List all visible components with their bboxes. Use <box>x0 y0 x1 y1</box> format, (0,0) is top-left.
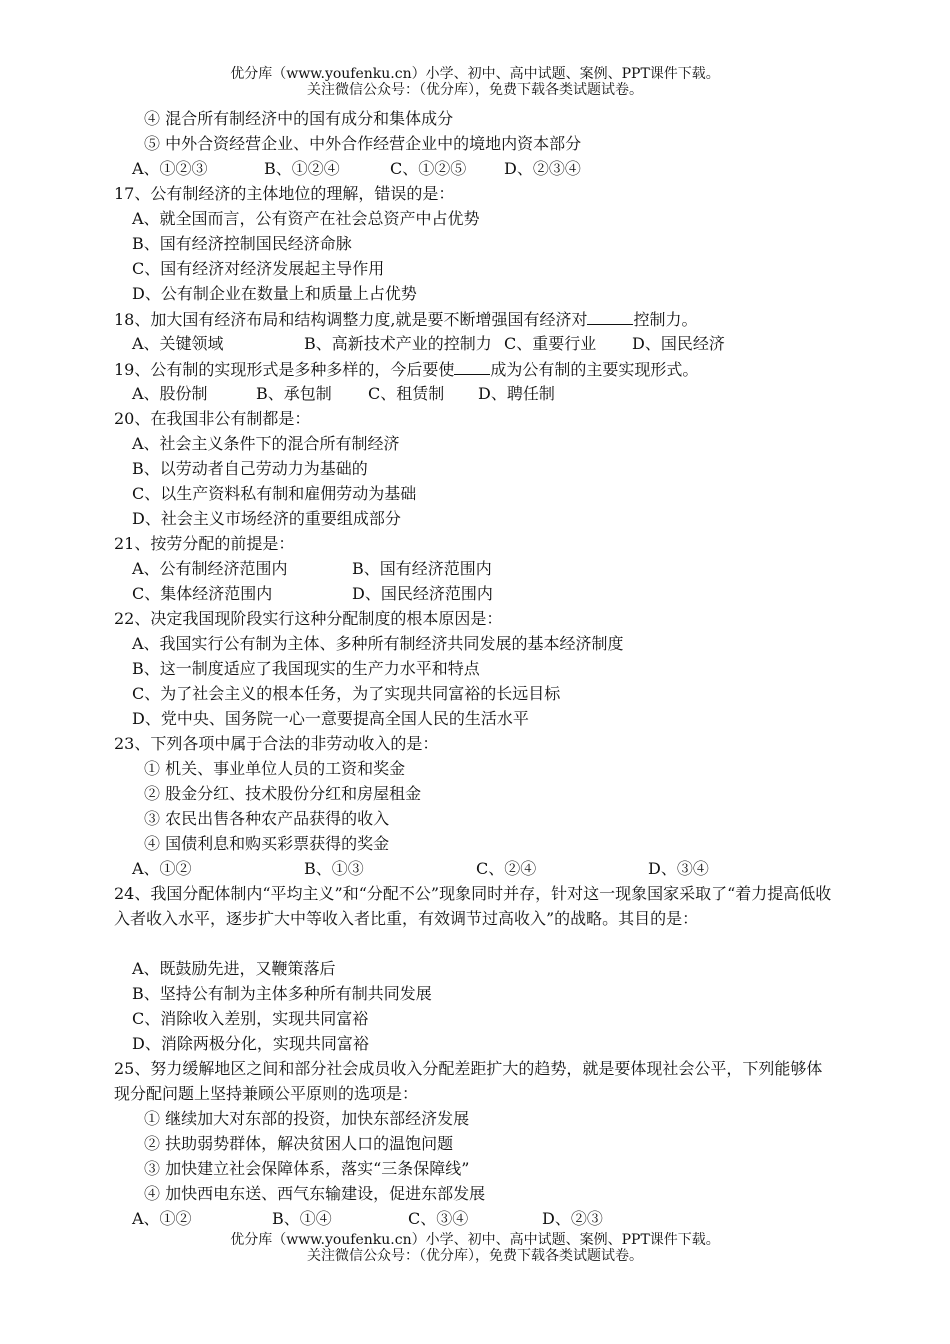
q20-stem: 20、在我国非公有制都是： <box>114 409 311 428</box>
q19-option-b: B、承包制 <box>256 384 332 403</box>
q18-options <box>114 331 834 356</box>
q18-stem <box>114 306 834 331</box>
q18-stem-after: 控制力。 <box>633 310 698 329</box>
q21-option-b: B、国有经济范围内 <box>352 559 492 578</box>
q25-option-a: A、①② <box>132 1209 192 1228</box>
q25-item-4: ④ 加快西电东送、西气东输建设，促进东部发展 <box>144 1184 486 1203</box>
q18-option-c: C、重要行业 <box>504 334 597 353</box>
q19-option-a: A、股份制 <box>132 384 208 403</box>
q19-option-d: D、聘任制 <box>478 384 555 403</box>
q17-option-d: D、公有制企业在数量上和质量上占优势 <box>132 284 417 303</box>
q25-item-1: ① 继续加大对东部的投资，加快东部经济发展 <box>144 1109 470 1128</box>
q19-answer-blank <box>454 356 490 375</box>
q21-stem: 21、按劳分配的前提是： <box>114 534 295 553</box>
page-footer <box>0 1232 950 1264</box>
q21-options-row-2 <box>114 581 834 606</box>
footer-line-2: 关注微信公众号：（优分库），免费下载各类试题试卷。 <box>307 1248 643 1264</box>
q22-option-a: A、我国实行公有制为主体、多种所有制经济共同发展的基本经济制度 <box>132 634 624 653</box>
q23-item-4: ④ 国债利息和购买彩票获得的奖金 <box>144 834 390 853</box>
q23-option-a: A、①② <box>132 859 192 878</box>
q23-item-1: ① 机关、事业单位人员的工资和奖金 <box>144 759 406 778</box>
q16-option-b: B、①②④ <box>264 159 340 178</box>
q25-options <box>114 1206 834 1231</box>
q19-stem <box>114 356 834 381</box>
q17-stem: 17、公有制经济的主体地位的理解，错误的是： <box>114 184 455 203</box>
q23-options <box>114 856 834 881</box>
q23-option-b: B、①③ <box>304 859 364 878</box>
q16-options <box>114 156 834 181</box>
q25-option-d: D、②③ <box>542 1209 603 1228</box>
q18-option-d: D、国民经济 <box>632 334 725 353</box>
q24-option-d: D、消除两极分化，实现共同富裕 <box>132 1034 369 1053</box>
q19-stem-after: 成为公有制的主要实现形式。 <box>490 360 699 379</box>
q20-option-d: D、社会主义市场经济的重要组成部分 <box>132 509 401 528</box>
q23-option-c: C、②④ <box>476 859 537 878</box>
q25-item-3: ③ 加快建立社会保障体系，落实“三条保障线” <box>144 1159 470 1178</box>
q22-option-d: D、党中央、国务院一心一意要提高全国人民的生活水平 <box>132 709 529 728</box>
q20-option-a: A、社会主义条件下的混合所有制经济 <box>132 434 400 453</box>
q19-stem-before: 19、公有制的实现形式是多种多样的，今后要使 <box>114 360 455 379</box>
q22-option-c: C、为了社会主义的根本任务，为了实现共同富裕的长远目标 <box>132 684 561 703</box>
q18-answer-blank <box>587 306 633 325</box>
q18-stem-before: 18、加大国有经济布局和结构调整力度,就是要不断增强国有经济对 <box>114 310 588 329</box>
page-header <box>0 66 950 98</box>
q21-option-c: C、集体经济范围内 <box>132 584 273 603</box>
q23-option-d: D、③④ <box>648 859 709 878</box>
header-line-2: 关注微信公众号：（优分库），免费下载各类试题试卷。 <box>307 82 643 98</box>
q20-option-c: C、以生产资料私有制和雇佣劳动为基础 <box>132 484 417 503</box>
q23-item-3: ③ 农民出售各种农产品获得的收入 <box>144 809 390 828</box>
q25-option-c: C、③④ <box>408 1209 469 1228</box>
q16-option-a: A、①②③ <box>132 159 208 178</box>
q16-item-5: ⑤ 中外合资经营企业、中外合作经营企业中的境地内资本部分 <box>144 134 582 153</box>
q21-option-d: D、国民经济范围内 <box>352 584 493 603</box>
q24-stem: 24、我国分配体制内“平均主义”和“分配不公”现象同时并存，针对这一现象国家采取了“着力提高低收入者收入水平，逐步扩大中等收入者比重，有效调节过高收入”的战略。其目的是： <box>114 884 832 928</box>
q21-option-a: A、公有制经济范围内 <box>132 559 288 578</box>
q16-option-d: D、②③④ <box>504 159 581 178</box>
q17-option-a: A、就全国而言，公有资产在社会总资产中占优势 <box>132 209 480 228</box>
question-content <box>114 106 834 1231</box>
q18-option-b: B、高新技术产业的控制力 <box>304 334 492 353</box>
q24-option-c: C、消除收入差别，实现共同富裕 <box>132 1009 369 1028</box>
q22-option-b: B、这一制度适应了我国现实的生产力水平和特点 <box>132 659 480 678</box>
footer-line-1: 优分库（www.youfenku.cn）小学、初中、高中试题、案例、PPT课件下载。 <box>230 1232 720 1248</box>
header-line-1: 优分库（www.youfenku.cn）小学、初中、高中试题、案例、PPT课件下载。 <box>230 66 720 82</box>
q24-option-b: B、坚持公有制为主体多种所有制共同发展 <box>132 984 432 1003</box>
q23-item-2: ② 股金分红、技术股份分红和房屋租金 <box>144 784 422 803</box>
q17-option-b: B、国有经济控制国民经济命脉 <box>132 234 352 253</box>
q20-option-b: B、以劳动者自己劳动力为基础的 <box>132 459 368 478</box>
q19-option-c: C、租赁制 <box>368 384 445 403</box>
q21-options-row-1 <box>114 556 834 581</box>
q18-option-a: A、关键领域 <box>132 334 224 353</box>
q19-options <box>114 381 834 406</box>
q17-option-c: C、国有经济对经济发展起主导作用 <box>132 259 385 278</box>
q25-stem: 25、努力缓解地区之间和部分社会成员收入分配差距扩大的趋势，就是要体现社会公平，下列能够体现分配问题上坚持兼顾公平原则的选项是： <box>114 1059 823 1103</box>
q24-option-a: A、既鼓励先进，又鞭策落后 <box>132 959 336 978</box>
q22-stem: 22、决定我国现阶段实行这种分配制度的根本原因是： <box>114 609 503 628</box>
q23-stem: 23、下列各项中属于合法的非劳动收入的是： <box>114 734 439 753</box>
q16-item-4: ④ 混合所有制经济中的国有成分和集体成分 <box>144 109 454 128</box>
q25-option-b: B、①④ <box>272 1209 332 1228</box>
q16-option-c: C、①②⑤ <box>390 159 467 178</box>
q25-item-2: ② 扶助弱势群体，解决贫困人口的温饱问题 <box>144 1134 454 1153</box>
